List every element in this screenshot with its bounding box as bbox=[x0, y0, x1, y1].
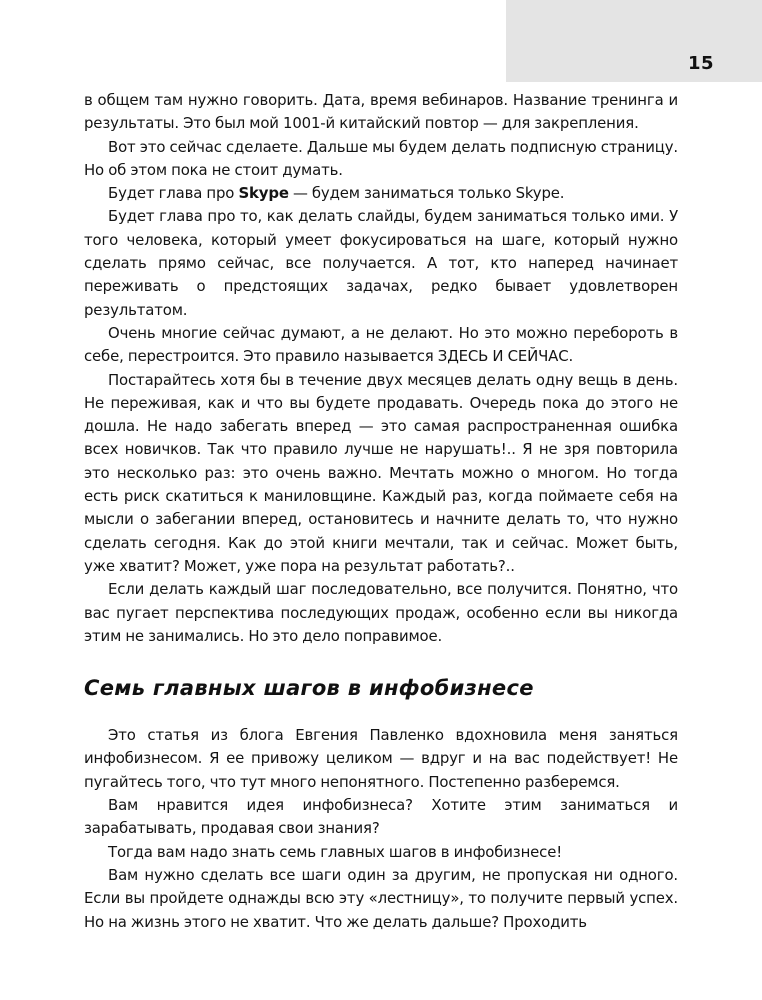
paragraph: Вот это сейчас сделаете. Дальше мы будем делать подписную страницу. Но об этом пока не стоит думать. bbox=[84, 137, 678, 179]
paragraph-text: — будем заниматься только Skype. bbox=[288, 184, 565, 203]
section-heading: Семь главных шагов в инфобизнесе bbox=[84, 676, 534, 701]
paragraph: в общем там нужно говорить. Дата, время вебинаров. Название тренинга и результаты. Это был мой 1001-й китайский повтор — для закрепления. bbox=[84, 91, 678, 133]
paragraph: Вам нужно сделать все шаги один за другим, не пропуская ни одного. Если вы пройдете однажды всю эту «лестницу», то получите первый успех. Но на жизнь этого не хватит. Что же делать дальше? Проходить bbox=[84, 865, 678, 931]
paragraph: Постарайтесь хотя бы в течение двух месяцев делать одну вещь в день. Не переживая, как и что вы будете продавать. Очередь пока до этого не дошла. Не надо забегать вперед — это самая распространенная ошибка всех новичков. Так что правило лучше не нарушать!.. Я не зря повторила это несколько раз: это очень важно. Мечтать можно о многом. Но тогда есть риск скатиться к маниловщине. Каждый раз, когда поймаете себя на мысли о забегании вперед, остановитесь и начните делать то, что нужно сделать сегодня. Как до этой книги мечтали, так и сейчас. Может быть, уже хватит? Может, уже пора на результат работать?.. bbox=[84, 370, 678, 575]
paragraph: Если делать каждый шаг последовательно, все получится. Понятно, что вас пугает перспектива последующих продаж, особенно если вы никогда этим не занимались. Но это дело поправимое. bbox=[84, 580, 678, 645]
paragraph: Вам нравится идея инфобизнеса? Хотите этим заниматься и зарабатывать, продавая свои знания? bbox=[84, 796, 678, 838]
paragraph-skype bbox=[84, 182, 678, 205]
page-number: 15 bbox=[687, 53, 714, 74]
skype-bold-term: Skype bbox=[238, 184, 289, 203]
paragraph: Будет глава про то, как делать слайды, будем заниматься только ими. У того человека, который умеет фокусироваться на шаге, который нужно сделать прямо сейчас, все получается. А тот, кто наперед начинает переживать о предстоящих задачах, редко бывает удовлетворен результатом. bbox=[84, 207, 678, 319]
paragraph: Это статья из блога Евгения Павленко вдохновила меня заняться инфобизнесом. Я ее привожу целиком — вдруг и на вас подействует! Не пугайтесь того, что тут много непонятного. Постепенно разберемся. bbox=[84, 726, 678, 791]
paragraph: Очень многие сейчас думают, а не делают. Но это можно перебороть в себе, перестроится. Это правило называется ЗДЕСЬ И СЕЙЧАС. bbox=[84, 323, 678, 366]
paragraph: Тогда вам надо знать семь главных шагов в инфобизнесе! bbox=[108, 842, 563, 861]
paragraph-text: Будет глава про bbox=[108, 184, 239, 203]
page-number-tab bbox=[506, 0, 762, 82]
page-body bbox=[84, 89, 678, 934]
